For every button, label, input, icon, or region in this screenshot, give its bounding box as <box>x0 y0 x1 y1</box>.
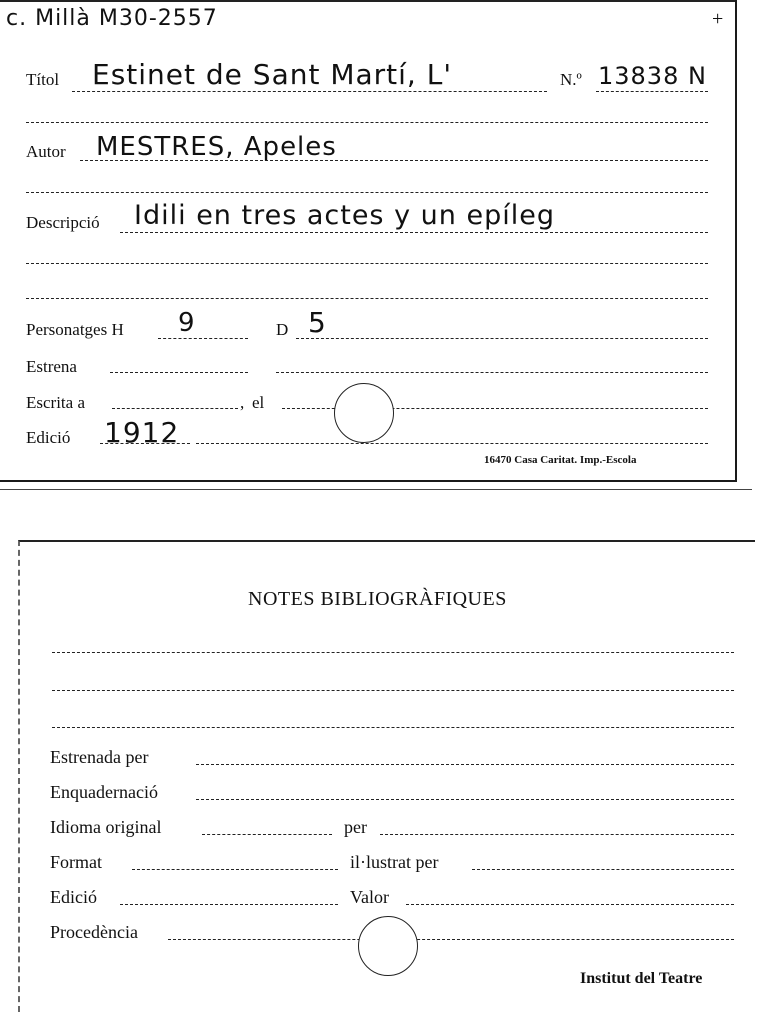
personatges-d-line <box>296 338 708 339</box>
idioma-line <box>202 834 332 835</box>
escrita-comma: , <box>240 393 245 412</box>
plus-mark: + <box>712 8 724 30</box>
catalog-card-back <box>18 540 755 1012</box>
catalog-mark: c. Millà M30-2557 <box>6 6 218 31</box>
titol-line-2 <box>26 122 708 123</box>
enquadernacio-label: Enquadernació <box>50 782 158 802</box>
autor-value: MESTRES, Apeles <box>96 132 337 162</box>
personatges-d-value: 5 <box>308 306 327 339</box>
back-edicio-label: Edició <box>50 887 97 907</box>
escrita-line <box>112 408 238 409</box>
numero-label: N.º <box>560 70 582 89</box>
titol-label: Títol <box>26 70 60 89</box>
enquadernacio-line <box>196 799 734 800</box>
edicio-label: Edició <box>26 428 71 447</box>
valor-line <box>406 904 734 905</box>
numero-value: 13838 N <box>598 62 707 90</box>
card-top-edge <box>0 0 735 2</box>
estrena-label: Estrena <box>26 357 77 376</box>
punch-hole-front <box>334 383 394 443</box>
back-edicio-line <box>120 904 338 905</box>
descripcio-value: Idili en tres actes y un epíleg <box>134 200 555 231</box>
titol-line <box>72 91 547 92</box>
procedencia-line <box>168 939 734 940</box>
front-bottom-rule <box>0 489 752 490</box>
notes-line-2 <box>52 690 734 691</box>
edicio-value: 1912 <box>104 416 180 449</box>
notes-line-3 <box>52 727 734 728</box>
el-label: el <box>252 393 265 412</box>
edicio-line-2 <box>196 443 708 444</box>
punch-hole-back <box>358 916 418 976</box>
format-line <box>132 869 338 870</box>
catalog-card-front <box>0 0 737 482</box>
escrita-label: Escrita a <box>26 393 85 412</box>
printer-note: 16470 Casa Caritat. Imp.-Escola <box>484 454 637 466</box>
idioma-label: Idioma original <box>50 817 162 837</box>
autor-line-2 <box>26 192 708 193</box>
notes-line-1 <box>52 652 734 653</box>
descripcio-line-2 <box>26 263 708 264</box>
descripcio-label: Descripció <box>26 213 100 232</box>
estrenada-label: Estrenada per <box>50 747 149 767</box>
idioma-per-line <box>380 834 734 835</box>
numero-line <box>596 91 708 92</box>
estrenada-line <box>196 764 734 765</box>
valor-label: Valor <box>350 887 389 907</box>
idioma-per-label: per <box>344 817 367 837</box>
descripcio-line <box>120 232 708 233</box>
illustrat-line <box>472 869 734 870</box>
institution-label: Institut del Teatre <box>580 970 703 987</box>
notes-heading: NOTES BIBLIOGRÀFIQUES <box>248 588 507 610</box>
estrena-line-2 <box>276 372 708 373</box>
personatges-h-value: 9 <box>178 308 196 338</box>
illustrat-label: il·lustrat per <box>350 852 439 872</box>
format-label: Format <box>50 852 102 872</box>
titol-value: Estinet de Sant Martí, L' <box>92 58 453 91</box>
estrena-line-1 <box>110 372 248 373</box>
personatges-h-line <box>158 338 248 339</box>
procedencia-label: Procedència <box>50 922 138 942</box>
autor-label: Autor <box>26 142 66 161</box>
descripcio-line-3 <box>26 298 708 299</box>
personatges-label: Personatges H <box>26 320 124 339</box>
personatges-d-label: D <box>276 320 289 339</box>
